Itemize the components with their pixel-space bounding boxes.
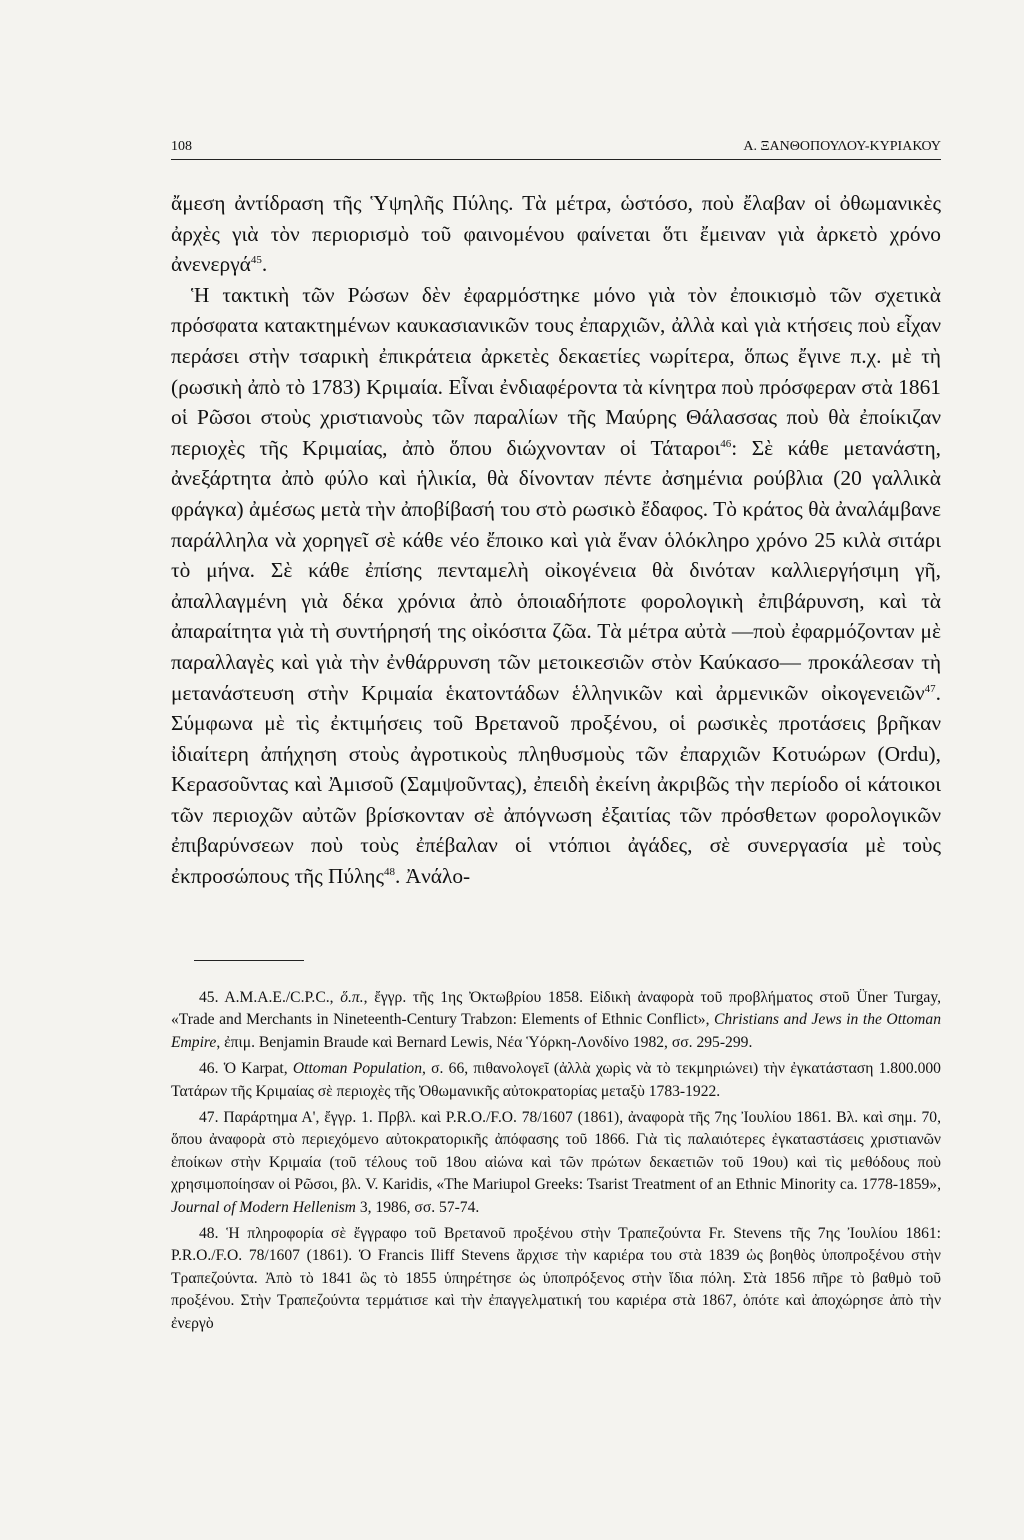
paragraph-1-end: . xyxy=(261,252,268,277)
footnote-48-text-a: 48. Ἡ πληροφορία σὲ ἔγγραφο τοῦ Βρετανοῦ προξένου στὴν Τραπεζούντα Fr. Stevens τῆς 7ης Ἰουλίου 1861: P.R.O./F.O. 78/1607 (1861). Ὁ Francis Iliff Stevens ἄρχισε τὴν καριέρα του στὰ 1839 ὡς βοηθὸς ὑποπροξένου στὴν Τραπεζούντα. Ἀπὸ τὸ 1841 ὣς τὸ 1855 ὑπηρέτησε ὡς ὑποπρόξενος στὴν ἴδια πόλη. Στὰ 1856 πῆρε τὸ βαθμὸ τοῦ προξένου. Στὴν Τραπεζούντα τερμάτισε καὶ τὴν ἐπαγγελματική του καριέρα στὰ 1867, ὁπότε καὶ ἀποχώρησε ἀπὸ τὴν ἐνεργὸ xyxy=(171,1225,941,1332)
footnote-45-text-c: , ἐπιμ. Benjamin Braude καὶ Bernard Lewis, Νέα Ὑόρκη-Λονδίνο 1982, σσ. 295-299. xyxy=(216,1033,753,1051)
paragraph-2-text-d: . Ἀνάλο- xyxy=(394,864,471,889)
footnote-47-italic-1: Journal of Modern Hellenism xyxy=(171,1198,356,1216)
running-head-author: Α. ΞΑΝΘΟΠΟΥΛΟΥ-ΚΥΡΙΑΚΟΥ xyxy=(743,139,941,154)
footnote-45-text-a: 45. A.M.A.E./C.P.C., xyxy=(199,989,341,1006)
paragraph-2-text-c: . Σύμφωνα μὲ τὶς ἐκτιμήσεις τοῦ Βρετανοῦ προξένου, οἱ ρωσικὲς προτάσεις βρῆκαν ἰδιαίτερη ἀπήχηση στοὺς ἀγροτικοὺς πληθυσμοὺς τῶν ἐπαρχιῶν Κοτυώρων (Ordu), Κερασοῦντας καὶ Ἀμισοῦ (Σαμψοῦντας), ἐπειδὴ ἐκείνη ἀκριβῶς τὴν περίοδο οἱ κάτοικοι τῶν περιοχῶν αὐτῶν βρίσκονταν σὲ ἀπόγνωση ἐξαιτίας τῶν πρόσθετων φορολογικῶν ἐπιβαρύνσεων ποὺ τοὺς ἐπέβαλαν οἱ ντόπιοι ἀγάδες, σὲ συνεργασία μὲ τοὺς ἐκπροσώπους τῆς Πύλης xyxy=(171,680,941,889)
paragraph-1 xyxy=(171,188,941,280)
footnotes xyxy=(171,987,941,1339)
footnote-ref-46[interactable]: 46 xyxy=(720,437,732,450)
footnote-47 xyxy=(171,1107,941,1219)
footnote-46-italic-1: Ottoman Population xyxy=(292,1060,422,1078)
footnote-47-text-b: 3, 1986, σσ. 57-74. xyxy=(355,1198,480,1216)
footnote-45-italic-2: Christians and Jews in the Ottoman Empire xyxy=(171,1011,942,1051)
footnote-ref-45[interactable]: 45 xyxy=(250,254,262,267)
footnote-separator xyxy=(194,960,304,961)
footnote-48 xyxy=(171,1223,941,1335)
footnote-46 xyxy=(171,1058,941,1103)
footnote-45-text-b: , ἔγγρ. τῆς 1ης Ὀκτωβρίου 1858. Εἰδικὴ ἀναφορὰ τοῦ προβλήματος στοῦ Üner Turgay, «Trade and Merchants in Nineteenth-Century Trabzon: Elements of Ethnic Conflict», xyxy=(171,989,942,1029)
footnote-45 xyxy=(171,987,941,1054)
page-number: 108 xyxy=(171,139,192,154)
paragraph-2 xyxy=(171,280,941,892)
footnote-45-italic-1: ὅ.π. xyxy=(340,989,364,1006)
footnote-46-text-b: , σ. 66, πιθανολογεῖ (ἀλλὰ χωρὶς νὰ τὸ τεκμηριώνει) τὴν ἐγκατάσταση 1.800.000 Τατάρων τῆς Κριμαίας σὲ περιοχὲς τῆς Ὀθωμανικῆς αὐτοκρατορίας μεταξὺ 1783-1922. xyxy=(171,1060,941,1100)
running-header xyxy=(171,132,941,160)
footnote-ref-48[interactable]: 48 xyxy=(383,866,395,879)
paragraph-1-text: ἄμεση ἀντίδραση τῆς Ὑψηλῆς Πύλης. Τὰ μέτρα, ὡστόσο, ποὺ ἔλαβαν οἱ ὀθωμανικὲς ἀρχὲς γιὰ τὸν περιορισμὸ τοῦ φαινομένου φαίνεται ὅτι ἔμειναν γιὰ ἀρκετὸ χρόνο ἀνενεργά xyxy=(171,191,941,277)
paragraph-2-text-a: Ἡ τακτικὴ τῶν Ρώσων δὲν ἐφαρμόστηκε μόνο γιὰ τὸν ἐποικισμὸ τῶν σχετικὰ πρόσφατα κατακτημένων καυκασιανικῶν τους ἐπαρχιῶν, ἀλλὰ καὶ γιὰ κτήσεις ποὺ εἶχαν περάσει στὴν τσαρικὴ ἐπικράτεια ἀρκετὲς δεκαετίες νωρίτερα, ὅπως ἔγινε π.χ. μὲ τὴ (ρωσικὴ ἀπὸ τὸ 1783) Κριμαία. Εἶναι ἐνδιαφέροντα τὰ κίνητρα ποὺ πρόσφεραν στὰ 1861 οἱ Ρῶσοι στοὺς χριστιανοὺς τῶν παραλίων τῆς Μαύρης Θάλασσας ποὺ θὰ ἐποίκιζαν περιοχὲς τῆς Κριμαίας, ἀπὸ ὅπου διώχνονταν οἱ Τάταροι xyxy=(171,282,941,460)
footnote-47-text-a: 47. Παράρτημα Α', ἔγγρ. 1. Πρβλ. καὶ P.R.O./F.O. 78/1607 (1861), ἀναφορὰ τῆς 7ης Ἰουλίου 1861. Βλ. καὶ σημ. 70, ὅπου ἀναφορὰ στὸ περιεχόμενο αὐτοκρατορικῆς ἀπόφασης τοῦ 1866. Γιὰ τὶς παλαιότερες ἐγκαταστάσεις χριστιανῶν ἐποίκων στὴν Κριμαία (τοῦ τέλους τοῦ 18ου αἰώνα καὶ τῶν πρώτων δεκαετιῶν τοῦ 19ου) καὶ τὶς μεθόδους ποὺ χρησιμοποίησαν οἱ Ρῶσοι, βλ. V. Karidis, «The Mariupol Greeks: Tsarist Treatment of an Ethnic Minority ca. 1778-1859», xyxy=(171,1109,941,1194)
paragraph-2-text-b: : Σὲ κάθε μετανάστη, ἀνεξάρτητα ἀπὸ φύλο καὶ ἡλικία, θὰ δίνονταν πέντε ἀσημένια ρούβλια (20 γαλλικὰ φράγκα) ἀμέσως μετὰ τὴν ἀποβίβασή του στὸ ρωσικὸ ἔδαφος. Τὸ κράτος θὰ ἀναλάμβανε παράλληλα νὰ χορηγεῖ σὲ κάθε νέο ἔποικο καὶ γιὰ ἕναν ὁλόκληρο χρόνο 25 κιλὰ σιτάρι τὸ μήνα. Σὲ κάθε ἐπίσης πενταμελὴ οἰκογένεια θὰ δινόταν καλλιεργήσιμη γῆ, ἀπαλλαγμένη γιὰ δέκα χρόνια ἀπὸ ὁποιαδήποτε φορολογικὴ ἐπιβάρυνση, καὶ τὰ ἀπαραίτητα γιὰ τὴ συντήρησή της οἰκόσιτα ζῶα. Τὰ μέτρα αὐτὰ —ποὺ ἐφαρμόζονταν μὲ παραλλαγὲς καὶ γιὰ τὴν ἐνθάρρυνση τῶν μετοικεσιῶν στὸν Καύκασο— προκάλεσαν τὴ μετανάστευση στὴν Κριμαία ἑκατοντάδων ἑλληνικῶν καὶ ἀρμενικῶν οἰκογενειῶν xyxy=(171,435,941,705)
footnote-46-text-a: 46. Ὁ Karpat, xyxy=(199,1060,293,1078)
main-text xyxy=(171,188,941,892)
footnote-ref-47[interactable]: 47 xyxy=(924,682,936,695)
